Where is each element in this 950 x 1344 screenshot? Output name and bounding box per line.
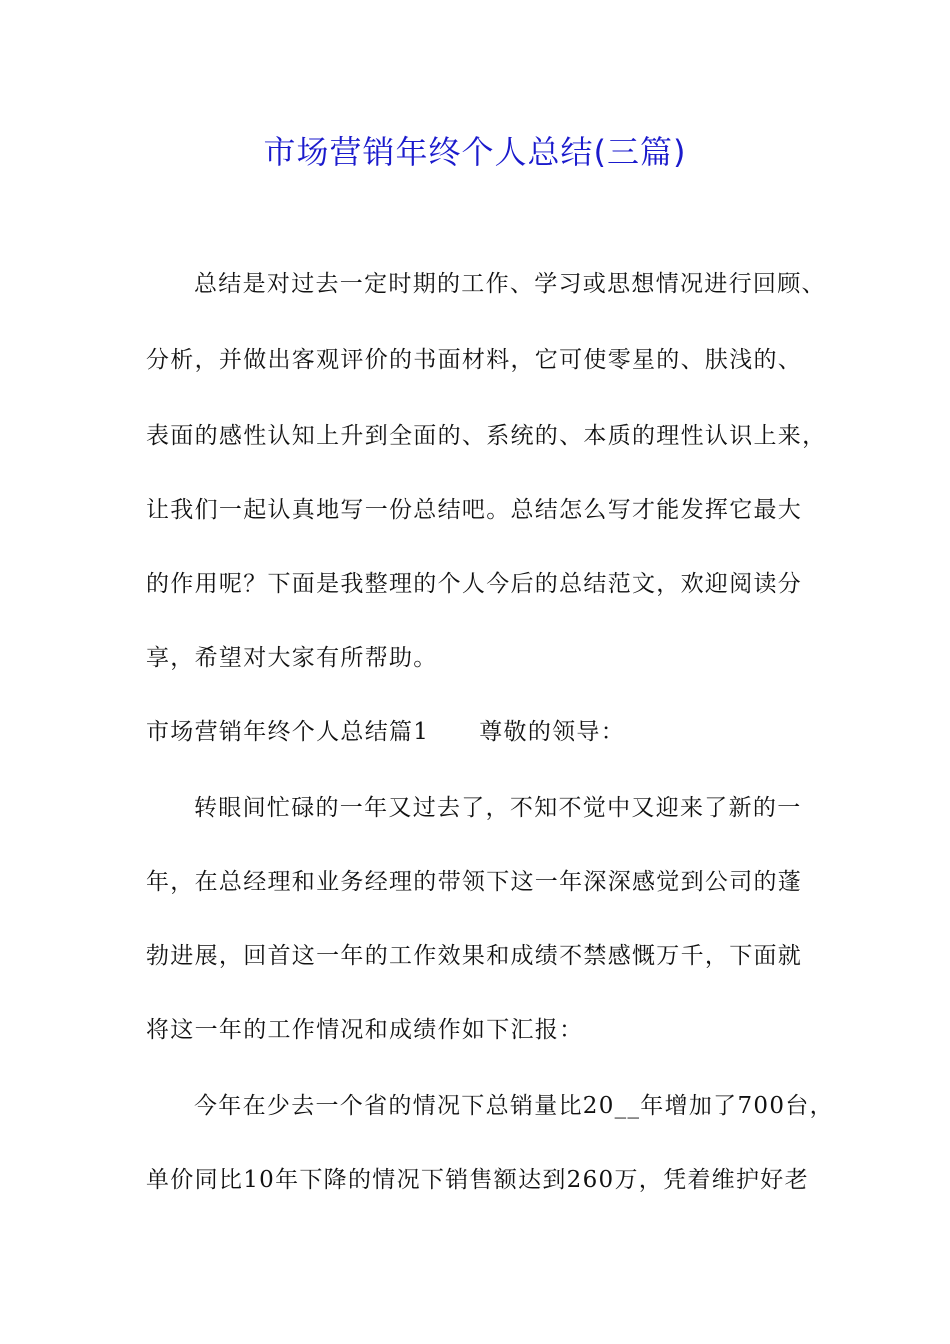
intro-line: 的作用呢？下面是我整理的个人今后的总结范文，欢迎阅读分: [146, 571, 803, 597]
section-heading-line: [146, 714, 625, 750]
paragraph-line: 今年在少去一个省的情况下总销量比20__年增加了700台，: [194, 1093, 834, 1119]
paragraph-line: 转眼间忙碌的一年又过去了，不知不觉中又迎来了新的一: [194, 795, 802, 821]
intro-line: 总结是对过去一定时期的工作、学习或思想情况进行回顾、: [194, 271, 826, 297]
document-title: 市场营销年终个人总结(三篇): [263, 133, 687, 171]
paragraph-line: 单价同比10年下降的情况下销售额达到260万，凭着维护好老: [146, 1167, 809, 1193]
paragraph-line: 勃进展，回首这一年的工作效果和成绩不禁感慨万千，下面就: [146, 943, 803, 969]
intro-line: 分析，并做出客观评价的书面材料，它可使零星的、肤浅的、: [146, 347, 803, 373]
paragraph-line: 年，在总经理和业务经理的带领下这一年深深感觉到公司的蓬: [146, 869, 803, 895]
intro-line: 让我们一起认真地写一份总结吧。总结怎么写才能发挥它最大: [146, 497, 803, 523]
paragraph-line: 将这一年的工作情况和成绩作如下汇报：: [146, 1017, 584, 1043]
intro-line: 表面的感性认知上升到全面的、系统的、本质的理性认识上来，: [146, 423, 827, 449]
intro-line: 享，希望对大家有所帮助。: [146, 645, 438, 671]
section-heading: 市场营销年终个人总结篇1: [146, 719, 430, 745]
salutation: 尊敬的领导：: [479, 719, 626, 745]
